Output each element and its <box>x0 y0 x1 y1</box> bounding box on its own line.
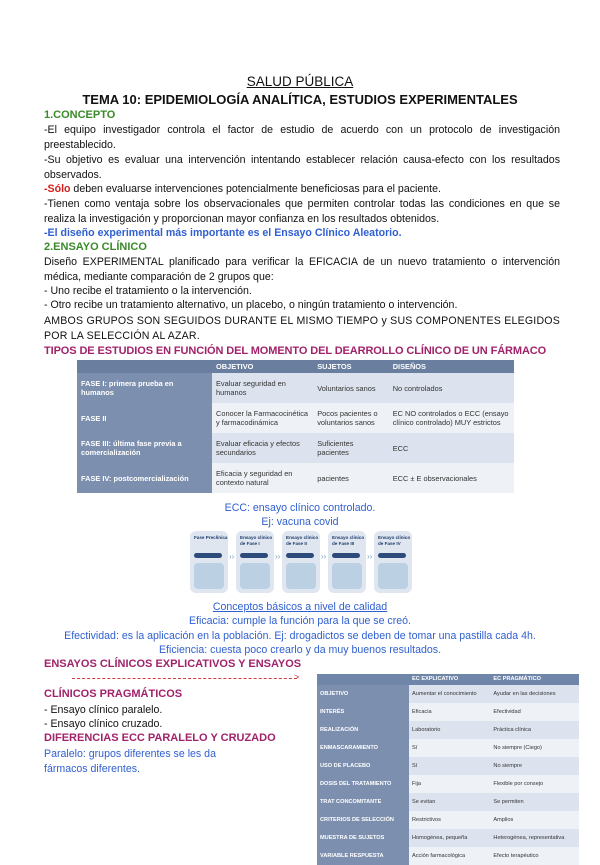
phase-card <box>236 531 274 593</box>
clinical-phases-graphic <box>190 528 414 596</box>
table-cell: ECC ± E observacionales <box>389 463 514 493</box>
phase-card <box>190 531 228 593</box>
phase-card <box>328 531 366 593</box>
table-row <box>317 685 579 703</box>
table-row <box>317 793 579 811</box>
arrow-icon: ›› <box>275 552 281 561</box>
table-row <box>317 829 579 847</box>
covid-caption: Ej: vacuna covid <box>261 516 339 528</box>
section-heading-ensayo: 2.ENSAYO CLÍNICO <box>44 241 147 253</box>
phase-card-label: Ensayo clínico de Fase II <box>286 535 319 546</box>
p3-prefix: - <box>44 183 48 195</box>
table-cell: pacientes <box>313 463 388 493</box>
phase-label: FASE I: primera prueba en humanos <box>77 373 212 403</box>
table-row <box>77 403 514 433</box>
table-cell: Práctica clínica <box>490 721 579 739</box>
phase-pill <box>286 553 314 558</box>
arrow-right-icon: > <box>294 672 300 682</box>
phase-pill <box>194 553 222 558</box>
phase-pill <box>240 553 268 558</box>
table-cell: Pocos pacientes o voluntarios sanos <box>313 403 388 433</box>
phase-label: FASE II <box>77 403 212 433</box>
table-row <box>317 739 579 757</box>
table-row <box>77 433 514 463</box>
table-row <box>317 811 579 829</box>
table-cell: Suficientes pacientes <box>313 433 388 463</box>
table-cell: Eficacia y seguridad en contexto natural <box>212 463 313 493</box>
dashed-connector <box>72 678 297 679</box>
ensayo-bullet-1: - Uno recibe el tratamiento o la intervención. <box>44 285 252 297</box>
phases-col-blank <box>77 360 212 373</box>
phase-card-label: Ensayo clínico de Fase III <box>332 535 365 546</box>
row-label: REALIZACIÓN <box>317 721 409 739</box>
table-cell: Voluntarios sanos <box>313 373 388 403</box>
ensayo-cruzado-item: - Ensayo clínico cruzado. <box>44 718 163 730</box>
table-cell: Conocer la Farmacocinética y farmacodinámica <box>212 403 313 433</box>
phases-table <box>77 360 514 493</box>
table-cell: Acción farmacológica <box>409 847 490 865</box>
concepto-p5: -El diseño experimental más importante es el Ensayo Clínico Aleatorio. <box>44 227 402 239</box>
table-cell: No siempre <box>490 757 579 775</box>
phase-pill <box>378 553 406 558</box>
table-cell: Ayudar en las decisiones <box>490 685 579 703</box>
phases-col-disenos: DISEÑOS <box>389 360 514 373</box>
efectividad-definition: Efectividad: es la aplicación en la población. Ej: drogadictos se deben de tomar una pastilla cada 4h. <box>64 630 536 642</box>
row-label: MUESTRA DE SUJETOS <box>317 829 409 847</box>
section-heading-concepto: 1.CONCEPTO <box>44 109 116 121</box>
phase-card <box>282 531 320 593</box>
solo-emphasis: Sólo <box>47 183 71 195</box>
ensayo-p2: AMBOS GRUPOS SON SEGUIDOS DURANTE EL MISMO TIEMPO y SUS COMPONENTES ELEGIDOS POR LA SELECCIÓN AL AZAR. <box>44 315 560 342</box>
table-cell: ECC <box>389 433 514 463</box>
row-label: USO DE PLACEBO <box>317 757 409 775</box>
ensayo-p1: Diseño EXPERIMENTAL planificado para verificar la EFICACIA de un nuevo tratamiento o intervención médica, mediante comparación de 2 grupos que: <box>44 256 560 283</box>
ensayo-bullet-2: - Otro recibe un tratamiento alternativo, un placebo, o ningún tratamiento o intervención. <box>44 299 458 311</box>
phase-pill <box>332 553 360 558</box>
table-cell: Aumentar el conocimiento <box>409 685 490 703</box>
comparison-table-header <box>317 674 579 685</box>
row-label: CRITERIOS DE SELECCIÓN <box>317 811 409 829</box>
table-row <box>317 721 579 739</box>
tipos-heading: TIPOS DE ESTUDIOS EN FUNCIÓN DEL MOMENTO DEL DEARROLLO CLÍNICO DE UN FÁRMACO <box>44 345 547 357</box>
table-cell: No controlados <box>389 373 514 403</box>
phases-col-objetivo: OBJETIVO <box>212 360 313 373</box>
ensayos-heading-line1: ENSAYOS CLÍNICOS EXPLICATIVOS Y ENSAYOS <box>44 658 302 670</box>
table-cell: Fija <box>409 775 490 793</box>
table-cell: Se evitan <box>409 793 490 811</box>
ensayo-paralelo-item: - Ensayo clínico paralelo. <box>44 704 163 716</box>
table-cell: No siempre (Ciego) <box>490 739 579 757</box>
arrow-icon: ›› <box>367 552 373 561</box>
comparison-col-pragmatico: EC PRAGMÁTICO <box>490 674 579 685</box>
phase-card-label: Fase Preclínica <box>194 535 228 540</box>
row-label: DOSIS DEL TRATAMIENTO <box>317 775 409 793</box>
phases-table-header <box>77 360 514 373</box>
row-label: VARIABLE RESPUESTA <box>317 847 409 865</box>
table-cell: Laboratorio <box>409 721 490 739</box>
eficacia-definition: Eficacia: cumple la función para la que se creó. <box>188 615 411 627</box>
page-title: SALUD PÚBLICA <box>246 74 354 89</box>
conceptos-heading: Conceptos básicos a nivel de calidad <box>212 601 388 613</box>
checklist-icon <box>378 563 408 589</box>
table-cell: Se permiten <box>490 793 579 811</box>
diferencias-heading: DIFERENCIAS ECC PARALELO Y CRUZADO <box>44 732 276 744</box>
shield-icon <box>332 563 362 589</box>
table-cell: Evaluar seguridad en humanos <box>212 373 313 403</box>
topic-title: TEMA 10: EPIDEMIOLOGÍA ANALÍTICA, ESTUDIOS EXPERIMENTALES <box>82 92 518 107</box>
table-cell: Flexible por consejo <box>490 775 579 793</box>
table-row <box>77 373 514 403</box>
arrow-icon: ›› <box>229 552 235 561</box>
concepto-p3 <box>44 182 560 197</box>
comparison-table <box>317 674 579 865</box>
people-icon <box>240 563 270 589</box>
ensayos-heading-line2: CLÍNICOS PRAGMÁTICOS <box>44 688 183 700</box>
table-row <box>77 463 514 493</box>
phase-label: FASE III: última fase previa a comercialización <box>77 433 212 463</box>
table-cell: Efectividad <box>490 703 579 721</box>
paralelo-definition: Paralelo: grupos diferentes se les da fármacos diferentes. <box>44 748 216 775</box>
table-row <box>317 703 579 721</box>
test-tubes-icon <box>286 563 316 589</box>
phase-label: FASE IV: postcomercialización <box>77 463 212 493</box>
table-cell: Heterogénea, representativa <box>490 829 579 847</box>
concepto-p1: -El equipo investigador controla el factor de estudio de acuerdo con un protocolo de investigación preestablecido. <box>44 124 560 151</box>
row-label: TRAT CONCOMITANTE <box>317 793 409 811</box>
table-row <box>317 757 579 775</box>
table-cell: Amplios <box>490 811 579 829</box>
row-label: OBJETIVO <box>317 685 409 703</box>
comparison-col-blank <box>317 674 409 685</box>
table-cell: EC NO controlados o ECC (ensayo clínico controlado) MUY estrictos <box>389 403 514 433</box>
row-label: ENMASCARAMIENTO <box>317 739 409 757</box>
table-row <box>317 775 579 793</box>
phase-card-label: Ensayo clínico de Fase I <box>240 535 273 546</box>
table-cell: Sí <box>409 739 490 757</box>
table-cell: Homogénea, pequeña <box>409 829 490 847</box>
eficiencia-definition: Eficiencia: cuesta poco crearlo y da muy buenos resultados. <box>158 644 442 656</box>
phase-card <box>374 531 412 593</box>
comparison-col-explicativo: EC EXPLICATIVO <box>409 674 490 685</box>
p3-rest: deben evaluarse intervenciones potencialmente beneficiosas para el paciente. <box>70 183 441 195</box>
table-cell: Evaluar eficacia y efectos secundarios <box>212 433 313 463</box>
table-cell: Sí <box>409 757 490 775</box>
phase-card-label: Ensayo clínico de Fase IV <box>378 535 411 546</box>
ecc-caption: ECC: ensayo clínico controlado. <box>224 502 376 514</box>
row-label: INTERÉS <box>317 703 409 721</box>
lab-icon <box>194 563 224 589</box>
phases-col-sujetos: SUJETOS <box>313 360 388 373</box>
concepto-p4: -Tienen como ventaja sobre los observacionales que permiten controlar todas las condiciones en que se realiza la investigación y proporcionan mayor confianza en los resultados obtenidos. <box>44 198 560 225</box>
table-cell: Restrictivos <box>409 811 490 829</box>
arrow-icon: ›› <box>321 552 327 561</box>
table-cell: Eficacia <box>409 703 490 721</box>
concepto-p2: -Su objetivo es evaluar una intervención intentando establecer relación causa-efecto con los resultados observados. <box>44 154 560 181</box>
table-row <box>317 847 579 865</box>
table-cell: Efecto terapéutico <box>490 847 579 865</box>
